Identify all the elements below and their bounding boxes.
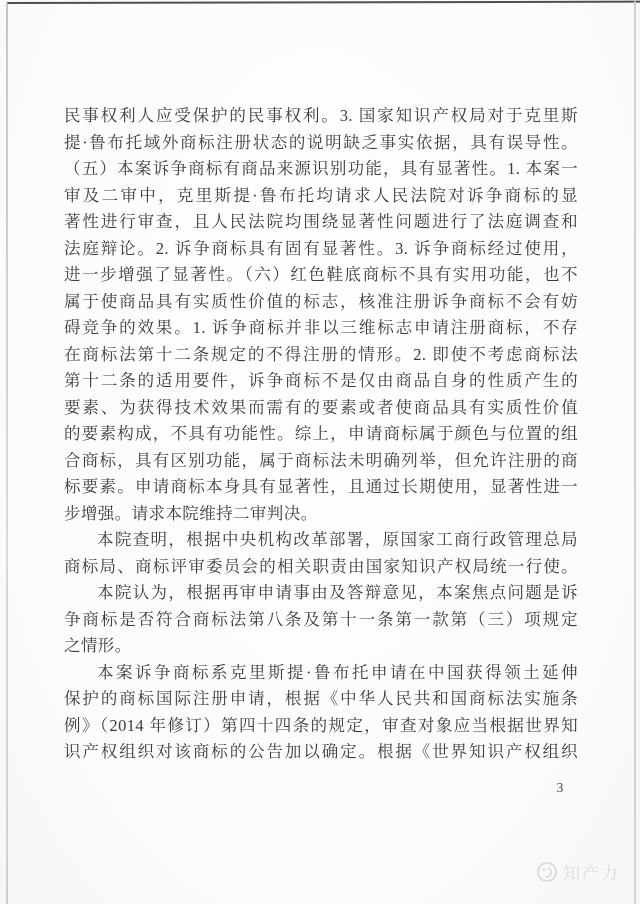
text-line: 标要素。申请商标本身具有显著性，且通过长期使用，显著性进一 (64, 477, 578, 496)
scan-edge-left-line (6, 3, 8, 904)
text-line: 合商标，具有区别功能，属于商标法未明确列举，但允许注册的商 (64, 450, 578, 470)
zhichanli-logo-icon (536, 861, 558, 883)
text-line: 进一步增强了显著性。（六）红色鞋底商标不具有实用功能，也不 (64, 265, 578, 284)
text-line: 要素、为获得技术效果而需有的要素或者使商品具有实质性价值 (64, 397, 578, 417)
text-line: 民事权利人应受保护的民事权利。3. 国家知识产权局对于克里斯 (64, 106, 578, 125)
text-line: 之情形。 (64, 636, 132, 655)
text-line: 提·鲁布托域外商标注册状态的说明缺乏事实依据，具有误导性。 (64, 132, 578, 152)
document-body (64, 103, 578, 766)
page-number: 3 (556, 780, 564, 795)
text-line: 审及二审中，克里斯提·鲁布托均请求人民法院对诉争商标的显 (64, 185, 578, 205)
text-line: 步增强。请求本院维持二审判决。 (64, 503, 318, 523)
text-line: 著性进行审查，且人民法院均围绕显著性问题进行了法庭调查和 (64, 212, 578, 231)
text-line: 属于使商品具有实质性价值的标志，核准注册诉争商标不会有妨 (64, 291, 578, 311)
text-line: 本院查明，根据中央机构改革部署，原国家工商行政管理总局 (97, 530, 578, 549)
text-line: （五）本案诉争商标有商品来源识别功能，具有显著性。1. 本案一 (64, 159, 578, 178)
text-line: 的要素构成，不具有功能性。综上，申请商标属于颜色与位置的组 (64, 424, 578, 443)
scan-edge-top-line (7, 1, 640, 4)
text-line: 争商标是否符合商标法第八条及第十一条第一款第（三）项规定 (64, 609, 578, 629)
watermark (536, 859, 620, 884)
text-line: 法庭辩论。2. 诉争商标具有固有显著性。3. 诉争商标经过使用， (64, 238, 578, 258)
text-line: 本案诉争商标系克里斯提·鲁布托申请在中国获得领土延伸 (97, 662, 578, 682)
text-line: 识产权组织对该商标的公告加以确定。根据《世界知识产权组织 (64, 742, 578, 761)
text-line: 保护的商标国际注册申请，根据《中华人民共和国商标法实施条 (64, 689, 578, 708)
text-line: 商标局、商标评审委员会的相关职责由国家知识产权局统一行使。 (64, 556, 578, 576)
text-line: 碍竞争的效果。1. 诉争商标并非以三维标志申请注册商标，不存 (64, 318, 578, 337)
text-line: 例》（2014 年修订）第四十四条的规定，审查对象应当根据世界知 (64, 715, 578, 735)
text-line: 在商标法第十二条规定的不得注册的情形。2. 即使不考虑商标法 (64, 344, 578, 364)
text-line: 本院认为，根据再审申请事由及答辩意见，本案焦点问题是诉 (97, 583, 578, 602)
watermark-brand-text: 知产力 (563, 864, 620, 883)
text-line: 第十二条的适用要件，诉争商标不是仅由商品自身的性质产生的 (64, 371, 578, 390)
scan-edge-right-line (634, 1, 636, 904)
